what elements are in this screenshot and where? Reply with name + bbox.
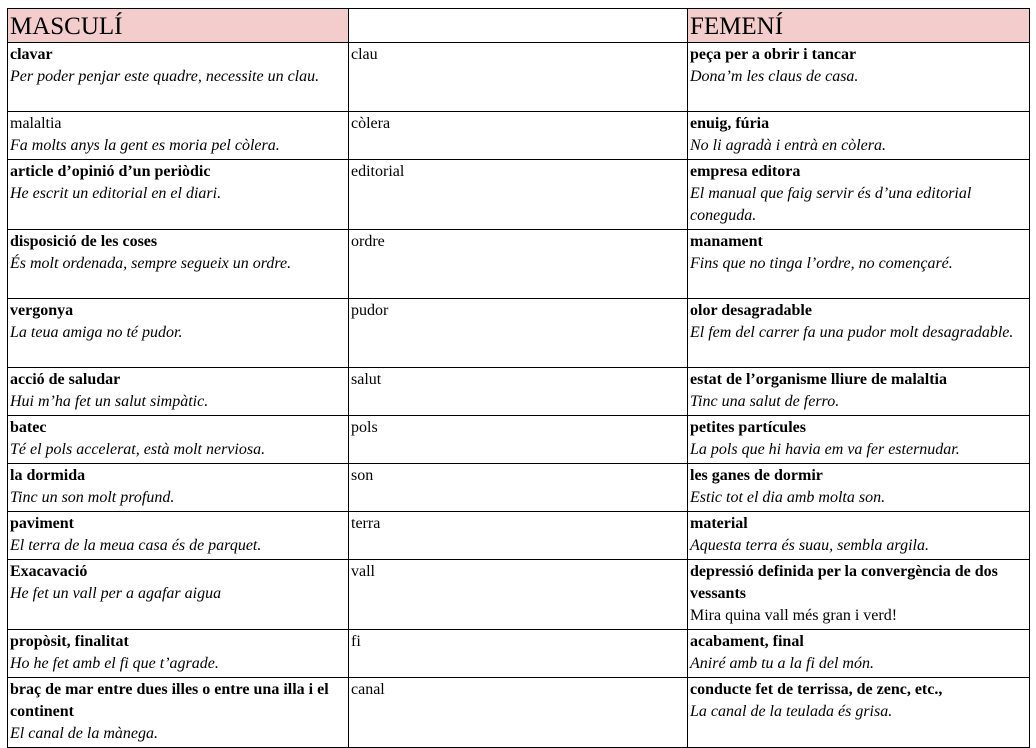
table-row — [8, 678, 1030, 748]
masculine-meaning: braç de mar entre dues illes o entre una illa i el continent — [10, 681, 329, 720]
feminine-example: La pols que hi havia em va fer esternudar. — [690, 441, 960, 458]
masculine-meaning: acció de saludar — [10, 371, 121, 388]
masculine-meaning: article d’opinió d’un periòdic — [10, 163, 211, 180]
masculine-meaning: disposició de les coses — [10, 233, 158, 250]
feminine-example: Aniré amb tu a la fi del món. — [690, 655, 874, 672]
table-row — [8, 630, 1030, 678]
word-cell: fi — [349, 630, 688, 678]
feminine-cell — [688, 560, 1030, 630]
masculine-example: Ho he fet amb el fi que t’agrade. — [10, 655, 219, 672]
word-cell: editorial — [349, 160, 688, 230]
masculine-cell — [8, 368, 349, 416]
masculine-cell — [8, 560, 349, 630]
masculine-cell — [8, 230, 349, 299]
masculine-cell — [8, 512, 349, 560]
masculine-example: Fa molts anys la gent es moria pel còlera. — [10, 137, 280, 154]
masculine-example: Té el pols accelerat, està molt nerviosa. — [10, 441, 266, 458]
masculine-cell — [8, 630, 349, 678]
masculine-meaning: vergonya — [10, 302, 74, 319]
feminine-meaning: enuig, fúria — [690, 115, 770, 132]
feminine-meaning: conducte fet de terrissa, de zenc, etc., — [690, 681, 943, 698]
feminine-cell — [688, 299, 1030, 368]
table-header-row — [8, 9, 1030, 43]
masculine-cell — [8, 43, 349, 112]
masculine-example: És molt ordenada, sempre segueix un ordre. — [10, 255, 292, 272]
word-cell: son — [349, 464, 688, 512]
feminine-cell — [688, 230, 1030, 299]
feminine-example: Fins que no tinga l’ordre, no començaré. — [690, 255, 953, 272]
feminine-cell — [688, 160, 1030, 230]
feminine-example: Aquesta terra és suau, sembla argila. — [690, 537, 929, 554]
table-row — [8, 464, 1030, 512]
header-masculine: MASCULÍ — [8, 9, 349, 43]
table-row — [8, 368, 1030, 416]
table-row — [8, 43, 1030, 112]
feminine-cell — [688, 416, 1030, 464]
feminine-meaning: les ganes de dormir — [690, 467, 823, 484]
feminine-example: El fem del carrer fa una pudor molt desagradable. — [690, 324, 1014, 341]
masculine-cell — [8, 678, 349, 748]
header-feminine: FEMENÍ — [688, 9, 1030, 43]
feminine-example: Tinc una salut de ferro. — [690, 393, 840, 410]
feminine-example: El manual que faig servir és d’una editorial coneguda. — [690, 185, 972, 224]
table-row — [8, 416, 1030, 464]
masculine-example: He fet un vall per a agafar aigua — [10, 585, 222, 602]
feminine-meaning: petites partícules — [690, 419, 806, 436]
feminine-meaning: estat de l’organisme lliure de malaltia — [690, 371, 947, 388]
masculine-cell — [8, 416, 349, 464]
feminine-meaning: manament — [690, 233, 763, 250]
masculine-example: Hui m’ha fet un salut simpàtic. — [10, 393, 209, 410]
feminine-cell — [688, 512, 1030, 560]
feminine-meaning: peça per a obrir i tancar — [690, 46, 857, 63]
masculine-cell — [8, 299, 349, 368]
masculine-example: Tinc un son molt profund. — [10, 489, 175, 506]
table-row — [8, 299, 1030, 368]
header-blank — [349, 9, 688, 43]
table-row — [8, 560, 1030, 630]
table-row — [8, 112, 1030, 160]
feminine-cell — [688, 678, 1030, 748]
word-cell: canal — [349, 678, 688, 748]
masculine-meaning: paviment — [10, 515, 74, 532]
table-row — [8, 230, 1030, 299]
feminine-example: Dona’m les claus de casa. — [690, 68, 859, 85]
feminine-meaning: acabament, final — [690, 633, 804, 650]
word-cell: vall — [349, 560, 688, 630]
feminine-cell — [688, 630, 1030, 678]
masculine-cell — [8, 112, 349, 160]
masculine-meaning: clavar — [10, 46, 53, 63]
feminine-example: No li agradà i entrà en còlera. — [690, 137, 886, 154]
masculine-meaning: Exacavació — [10, 563, 88, 580]
masculine-example: Per poder penjar este quadre, necessite un clau. — [10, 68, 320, 85]
word-cell: salut — [349, 368, 688, 416]
masculine-cell — [8, 160, 349, 230]
feminine-meaning: empresa editora — [690, 163, 801, 180]
feminine-meaning: depressió definida per la convergència de dos vessants — [690, 563, 998, 602]
gender-meaning-table — [7, 8, 1030, 748]
word-cell: pols — [349, 416, 688, 464]
word-cell: clau — [349, 43, 688, 112]
word-cell: pudor — [349, 299, 688, 368]
feminine-cell — [688, 464, 1030, 512]
masculine-meaning: batec — [10, 419, 47, 436]
feminine-meaning: olor desagradable — [690, 302, 812, 319]
masculine-meaning: la dormida — [10, 467, 86, 484]
table-body — [8, 43, 1030, 748]
feminine-example: Estic tot el dia amb molta son. — [690, 489, 886, 506]
feminine-example: Mira quina vall més gran i verd! — [690, 607, 898, 624]
feminine-cell — [688, 112, 1030, 160]
masculine-cell — [8, 464, 349, 512]
feminine-cell — [688, 43, 1030, 112]
feminine-meaning: material — [690, 515, 748, 532]
word-cell: ordre — [349, 230, 688, 299]
feminine-example: La canal de la teulada és grisa. — [690, 703, 893, 720]
masculine-example: La teua amiga no té pudor. — [10, 324, 183, 341]
table-row — [8, 160, 1030, 230]
masculine-example: El terra de la meua casa és de parquet. — [10, 537, 262, 554]
feminine-cell — [688, 368, 1030, 416]
masculine-example: He escrit un editorial en el diari. — [10, 185, 222, 202]
word-cell: terra — [349, 512, 688, 560]
masculine-meaning: malaltia — [10, 115, 62, 132]
word-cell: còlera — [349, 112, 688, 160]
masculine-example: El canal de la mànega. — [10, 725, 158, 742]
masculine-meaning: propòsit, finalitat — [10, 633, 129, 650]
table-row — [8, 512, 1030, 560]
